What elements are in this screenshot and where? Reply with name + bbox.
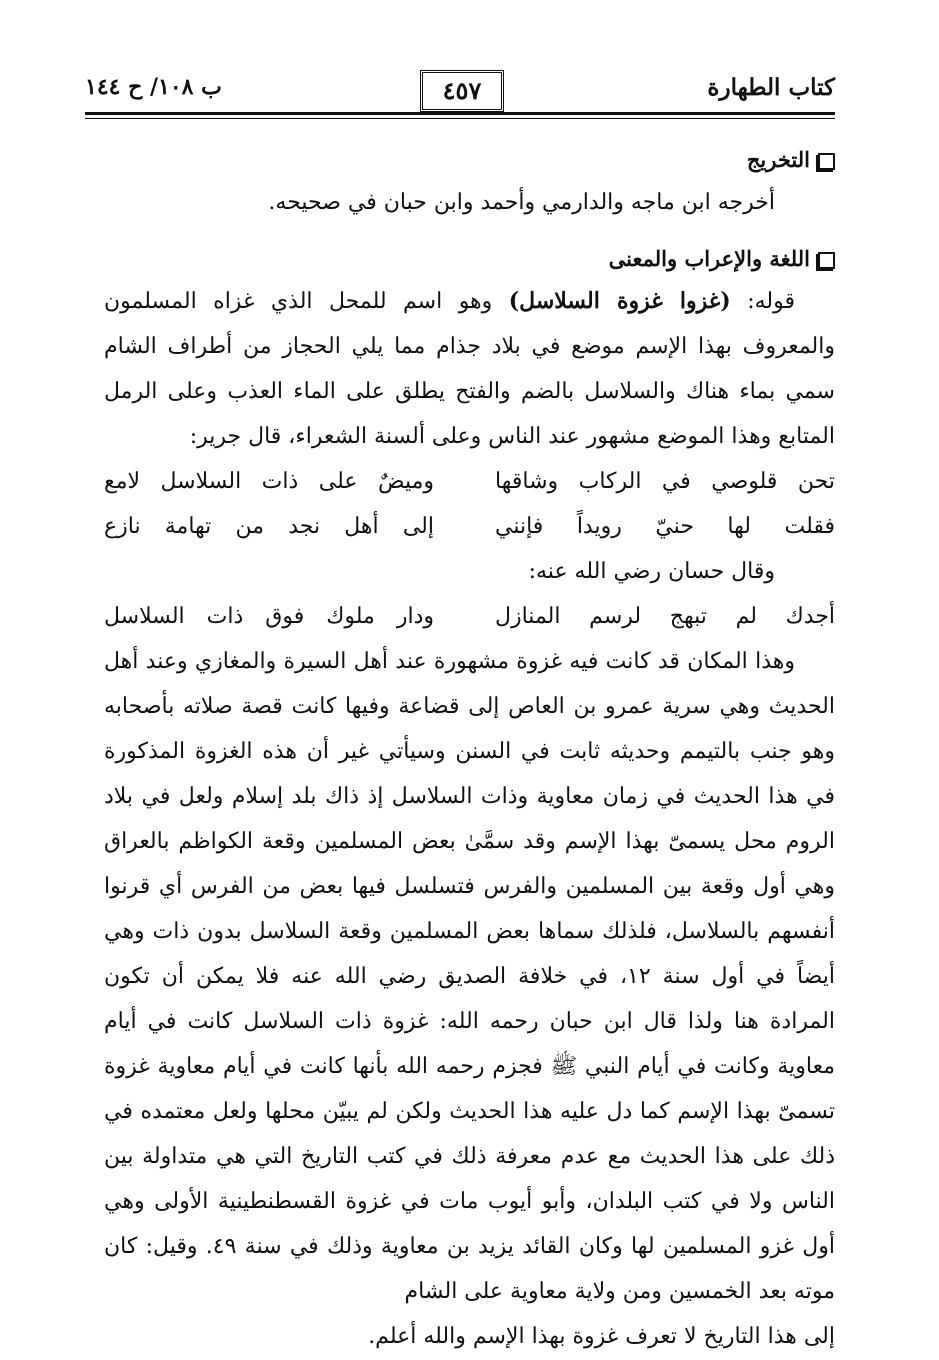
takhrij-text: أخرجه ابن ماجه والدارمي وأحمد وابن حبان في صحيحه. — [268, 190, 775, 215]
body-paragraph — [104, 639, 835, 1314]
verse-line — [104, 504, 835, 549]
verse-first-hemistich: تحن قلوصي في الركاب وشاقها — [495, 469, 835, 494]
takhrij-heading — [104, 140, 835, 180]
intro-prefix: قوله: — [730, 289, 795, 314]
verse-line — [104, 459, 835, 504]
verse-second-hemistich: إلى أهل نجد من تهامة نازع — [104, 514, 434, 539]
header-rule-thin — [85, 118, 835, 119]
hadith-reference: ب ١٠٨/ ح ١٤٤ — [85, 74, 222, 100]
intro-rest: وهو اسم للمحل الذي غزاه المسلمون والمعروف بهذا الإسم موضع في بلاد جذام مما يلي الحجاز من أطراف الشام سمي بماء هناك والسلاسل بالضم والفتح يطلق على الماء العذب وعلى الرمل المتابع وهذا الموضع مشهور عند الناس وعلى ألسنة الشعراء، قال جرير: — [104, 289, 835, 449]
lugha-heading — [104, 239, 835, 279]
lugha-intro-paragraph — [104, 279, 835, 459]
verse-first-hemistich: فقلت لها حنيّ رويداً فإنني — [495, 514, 835, 539]
square-bullet-icon — [818, 252, 835, 269]
page-content — [104, 140, 835, 1359]
body-text: وهذا المكان قد كانت فيه غزوة مشهورة عند أهل السيرة والمغازي وعند أهل الحديث وهي سرية عمرو بن العاص إلى قضاعة وفيها كانت قصة صلاته بأصحابه وهو جنب بالتيمم وحديثه ثابت في السنن وسيأتي غير أن هذه الغزوة المذكورة في هذا الحديث في زمان معاوية وذات السلاسل إذ ذاك بلد إسلام ولعل في بلاد الروم محل يسمىّ بهذا الإسم وقد سمَّىٰ بعض المسلمين وقعة الكواظم بالعراق وهي أول وقعة بين المسلمين والفرس فتسلسل فيها بعض من الفرس أي قرنوا أنفسهم بالسلاسل، فلذلك سماها بعض المسلمين وقعة السلاسل بدون ذات وهي أيضاً في أول سنة ١٢، في خلافة الصديق رضي الله عنه فلا يمكن أن تكون المرادة هنا ولذا قال ابن حبان رحمه الله: غزوة ذات السلاسل كانت في أيام معاوية وكانت في أيام النبي ﷺ فجزم رحمه الله بأنها كانت في أيام معاوية غزوة تسمىّ بهذا الإسم كما دل عليه هذا الحديث ولكن لم يبيّن محلها ولعل معتمده في ذلك على هذا الحديث مع عدم معرفة ذلك في كتب التاريخ التي هي متداولة بين الناس ولا في كتب البلدان، وأبو أيوب مات في غزوة القسطنطينية الأولى وهي أول غزو المسلمين لها وكان القائد يزيد بن معاوية وذلك في سنة ٤٩. وقيل: كان موته بعد الخمسين ومن ولاية معاوية على الشام — [104, 649, 835, 1304]
intro-quote: (غزوا غزوة السلاسل) — [508, 288, 731, 314]
verse-second-hemistich: ودار ملوك فوق ذات السلاسل — [104, 604, 434, 629]
lugha-title: اللغة والإعراب والمعنى — [608, 246, 810, 271]
header-rule-thick — [85, 112, 835, 115]
verse-line — [104, 594, 835, 639]
takhrij-title: التخريج — [746, 147, 810, 172]
verse-second-hemistich: وميضٌ على ذات السلاسل لامع — [104, 469, 434, 494]
verse-first-hemistich: أجدك لم تبهج لرسم المنازل — [495, 604, 835, 629]
poet-intro: وقال حسان رضي الله عنه: — [528, 559, 775, 584]
page-number: ٤٥٧ — [420, 70, 504, 112]
chapter-title: كتاب الطهارة — [707, 74, 835, 101]
square-bullet-icon — [818, 153, 835, 170]
body-last-line: إلى هذا التاريخ لا تعرف غزوة بهذا الإسم والله أعلم. — [368, 1324, 835, 1349]
page-header — [85, 70, 835, 112]
